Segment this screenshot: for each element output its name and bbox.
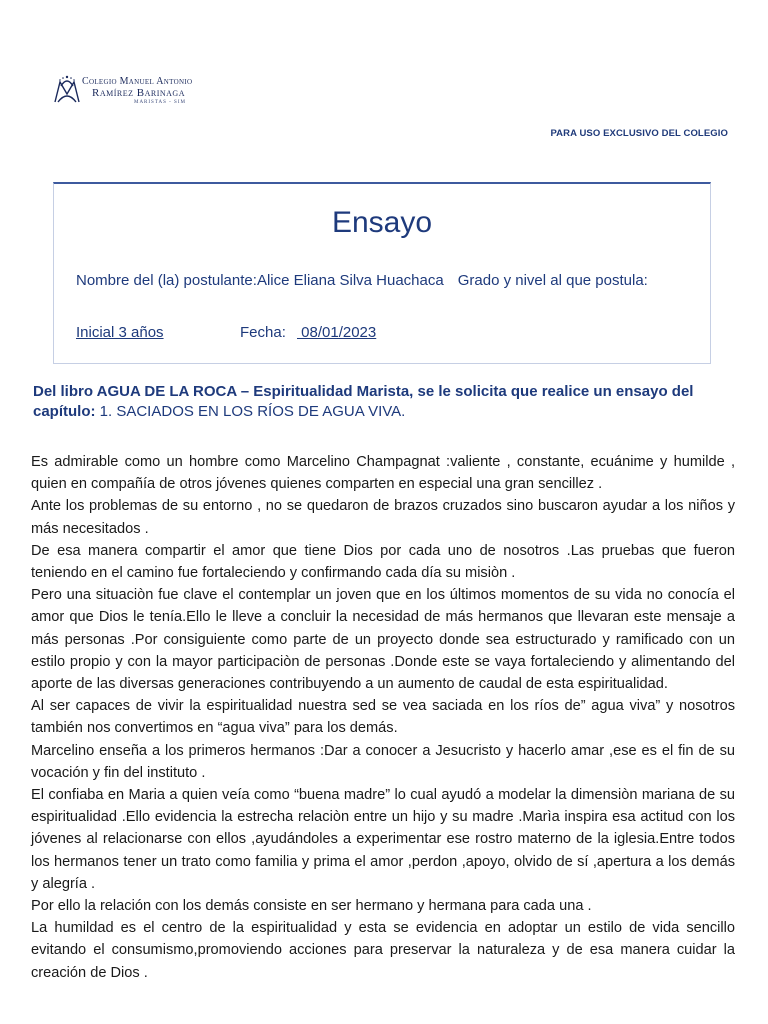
essay-paragraph: Es admirable como un hombre como Marcelino Champagnat :valiente , constante, ecuánime y humilde , quien en compañía de otros jóvenes quienes comparten en especial una gran sencillez . <box>31 454 735 493</box>
logo-line-1: Colegio Manuel Antonio <box>82 76 193 87</box>
page-title: Ensayo <box>331 206 433 239</box>
logo-line-2: Ramírez Barinaga <box>92 87 185 99</box>
essay-paragraph: Marcelino enseña a los primeros hermanos :Dar a conocer a Jesucristo y hacerlo amar ,ese es el fin de su vocación y fin del instituto . <box>31 742 735 781</box>
essay-paragraph: El confiaba en Maria a quien veía como “buena madre” lo cual ayudó a modelar la dimensiòn mariana de su espiritualidad .Ello evidencia la estrecha relaciòn entre un hijo y su madre .Marìa inspira esa actitud con los jóvenes al relacionarse con ellos ,ayudándoles a experimentar ese rostro materno de la iglesia.Entre todos los hermanos tener un trato como familia y prima el amor ,perdon ,apoyo, olvido de sí ,apertura a los demás y alegría . <box>31 787 735 892</box>
essay-instruction <box>33 382 733 422</box>
date-value: 08/01/2023 <box>297 324 377 341</box>
essay-paragraph: Por ello la relación con los demás consiste en ser hermano y hermana para cada una . <box>31 898 592 915</box>
school-logo <box>52 72 252 108</box>
applicant-line <box>76 272 648 289</box>
marist-emblem-icon <box>52 72 82 106</box>
essay-paragraph: Pero una situaciòn fue clave el contemplar un joven que en los últimos momentos de su vida no conocía el amor que Dios le tenía.Ello le lleve a concluir la necesidad de más hermanos que llevaran este mensaje a más personas .Por consiguiente como parte de un proyecto donde sea estructurado y ramificado con un estilo propio y con la mayor participaciòn de personas .Donde este se vaya fortaleciendo y alimentando del aporte de las diversas generaciones contribuyendo a un aumento de caudal de esta espiritualidad. <box>31 587 735 693</box>
essay-paragraph: La humildad es el centro de la espiritualidad y esta se evidencia en adoptar un estilo de vida sencillo evitando el consumismo,promoviendo acciones para preservar la naturaleza y de esa manera cuidar la creación de Dios . <box>31 920 735 981</box>
applicant-name: Alice Eliana Silva Huachaca <box>256 272 444 289</box>
instruction-bold: Del libro AGUA DE LA ROCA – Espiritualidad Marista, se le solicita que realice un ensayo del capítulo: <box>33 383 694 420</box>
applicant-label: Nombre del (la) postulante: <box>76 272 257 289</box>
essay-paragraph: Al ser capaces de vivir la espiritualidad nuestra sed se vea saciada en los ríos de” agua viva” y nosotros también nos convertimos en “agua viva” para los demás. <box>31 698 735 737</box>
grade-value: Inicial 3 años <box>76 324 164 341</box>
essay-header-box <box>53 182 711 364</box>
exclusive-use-note: PARA USO EXCLUSIVO DEL COLEGIO <box>550 128 728 139</box>
instruction-chapter: 1. SACIADOS EN LOS RÍOS DE AGUA VIVA. <box>95 403 406 420</box>
essay-paragraph: Ante los problemas de su entorno , no se quedaron de brazos cruzados sino buscaron ayudar a los niños y más necesitados . <box>31 498 735 537</box>
logo-line-3: MARISTAS - SIM <box>134 100 186 105</box>
grade-label: Grado y nivel al que postula: <box>457 272 648 289</box>
essay-body <box>31 451 735 984</box>
essay-paragraph: De esa manera compartir el amor que tiene Dios por cada uno de nosotros .Las pruebas que fueron teniendo en el camino fue fortaleciendo y confirmando cada día su misiòn . <box>31 542 735 582</box>
date-label: Fecha: <box>240 324 286 341</box>
